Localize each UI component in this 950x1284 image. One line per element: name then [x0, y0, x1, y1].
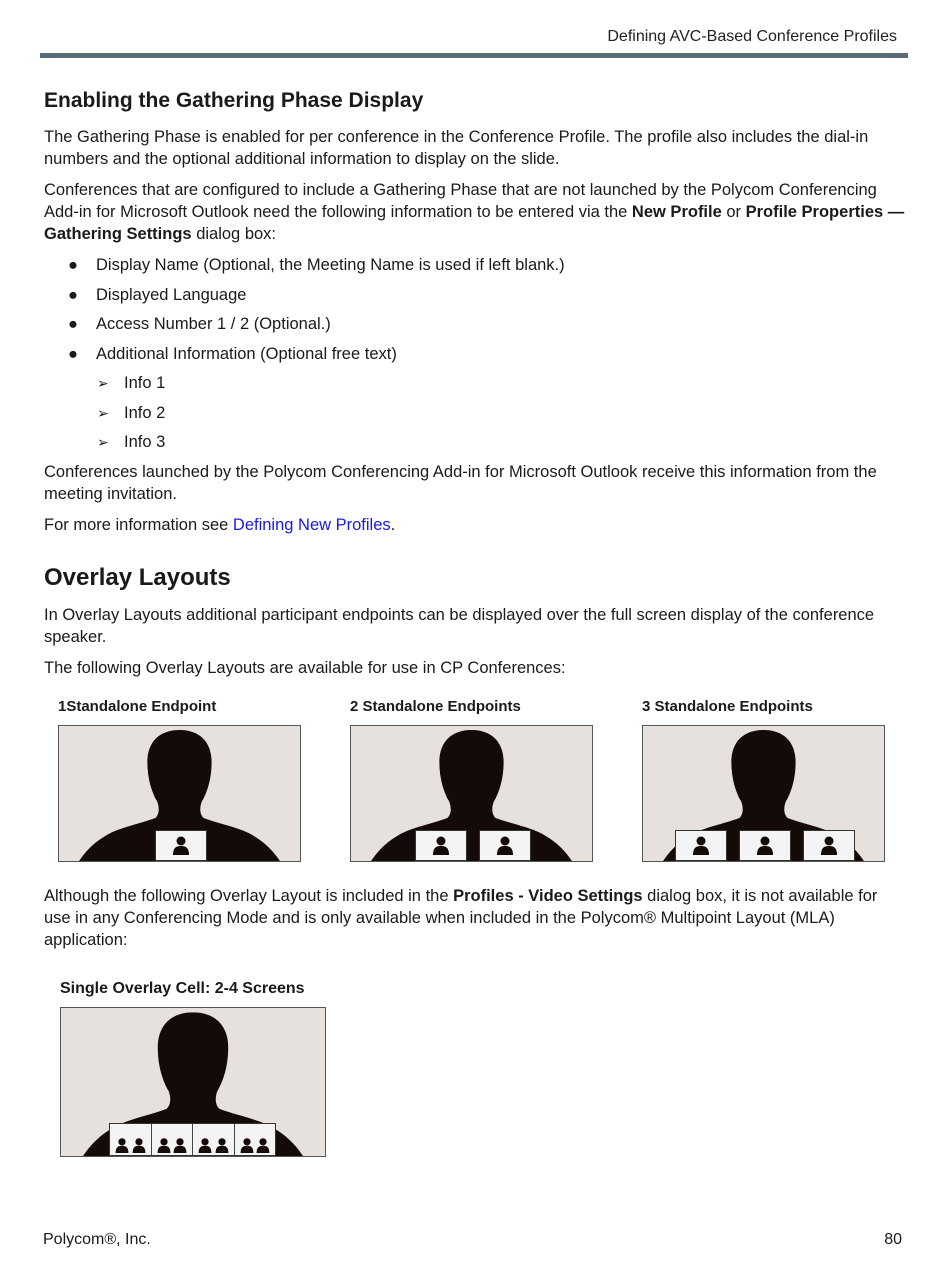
running-header: Defining AVC-Based Conference Profiles — [607, 28, 897, 45]
bullet-text: Display Name (Optional, the Meeting Name is used if left blank.) — [96, 256, 565, 274]
footer-page-number: 80 — [884, 1231, 902, 1248]
sub-bullet-text: Info 1 — [124, 374, 166, 392]
layout-caption: 3 Standalone Endpoints — [642, 697, 813, 715]
bullet-item — [44, 284, 906, 306]
text-run: . — [390, 515, 396, 534]
text-run: For more information see — [44, 515, 233, 534]
layout-preview — [642, 725, 885, 862]
bold-new-profile: New Profile — [631, 203, 722, 221]
defining-new-profiles-link[interactable]: Defining New Profiles — [232, 515, 391, 534]
layout-option — [58, 697, 301, 862]
participant-icon — [691, 835, 711, 855]
single-overlay-preview — [60, 1007, 326, 1157]
participant-icon — [755, 835, 775, 855]
speaker-silhouette-icon — [351, 726, 592, 861]
overlay-para-3 — [44, 885, 906, 951]
participant-icon — [172, 1137, 188, 1153]
overlay-cell — [675, 830, 727, 861]
sub-bullet-text: Info 3 — [124, 433, 166, 451]
section-heading-gathering: Enabling the Gathering Phase Display — [44, 89, 424, 112]
participant-icon — [819, 835, 839, 855]
section-heading-overlay: Overlay Layouts — [44, 563, 231, 591]
participant-icon — [156, 1137, 172, 1153]
arrow-bullet-icon: ➢ — [97, 375, 109, 391]
single-overlay-caption: Single Overlay Cell: 2-4 Screens — [60, 979, 305, 997]
gathering-para-2 — [44, 179, 906, 245]
layout-option — [642, 697, 885, 862]
overlay-strip-cell — [110, 1124, 152, 1155]
overlay-strip-cell — [152, 1124, 194, 1155]
single-overlay-figure — [44, 979, 906, 1169]
participant-icon — [171, 835, 191, 855]
participant-icon — [214, 1137, 230, 1153]
gathering-para-1: The Gathering Phase is enabled for per conference in the Conference Profile. The profile also includes the dial-in numbers and the optional additional information to display on the slide. — [44, 128, 869, 168]
overlay-cell — [803, 830, 855, 861]
bullet-dot-icon: ● — [68, 256, 78, 274]
bullet-list — [44, 254, 906, 365]
bullet-text: Access Number 1 / 2 (Optional.) — [96, 315, 331, 333]
layout-preview — [350, 725, 593, 862]
bullet-dot-icon: ● — [68, 344, 78, 363]
text-run: Although the following Overlay Layout is included in the — [44, 886, 454, 905]
participant-icon — [114, 1137, 130, 1153]
sub-bullet-item — [44, 431, 906, 453]
bullet-dot-icon: ● — [68, 285, 78, 304]
bold-profiles-video-settings: Profiles - Video Settings — [453, 886, 643, 905]
gathering-para-4 — [44, 514, 906, 536]
text-run: dialog box, it is not available for use in any Conferencing Mode and is only available when included in the Polycom® Multipoint Layout (MLA) application: — [44, 886, 878, 949]
participant-icon — [431, 835, 451, 855]
overlay-para-1: In Overlay Layouts additional participant endpoints can be displayed over the full screen display of the conference speaker. — [44, 605, 875, 646]
participant-icon — [239, 1137, 255, 1153]
bold-profile-properties: Profile Properties — Gathering Settings — [44, 203, 905, 243]
header-rule — [40, 53, 908, 58]
text-run: or — [721, 203, 746, 221]
sub-bullet-item — [44, 402, 906, 424]
overlay-strip — [109, 1123, 276, 1156]
overlay-strip-cell — [193, 1124, 235, 1155]
sub-bullet-list — [44, 372, 906, 453]
overlay-cell — [739, 830, 791, 861]
participant-icon — [255, 1137, 271, 1153]
overlay-cell — [155, 830, 207, 861]
gathering-para-3: Conferences launched by the Polycom Conferencing Add-in for Microsoft Outlook receive this information from the meeting invitation. — [44, 462, 877, 503]
bullet-item — [44, 343, 906, 365]
bullet-text: Additional Information (Optional free text) — [96, 344, 397, 363]
layout-caption: 1Standalone Endpoint — [58, 697, 217, 715]
layout-caption: 2 Standalone Endpoints — [350, 697, 521, 715]
bullet-text: Displayed Language — [96, 285, 247, 304]
bullet-item — [44, 254, 906, 276]
overlay-para-2: The following Overlay Layouts are available for use in CP Conferences: — [44, 658, 566, 677]
participant-icon — [131, 1137, 147, 1153]
participant-icon — [495, 835, 515, 855]
overlay-strip-cell — [235, 1124, 276, 1155]
participant-icon — [197, 1137, 213, 1153]
arrow-bullet-icon: ➢ — [97, 434, 109, 450]
text-run: Conferences that are configured to include a Gathering Phase that are not launched by the Polycom Conferencing Add-in for Microsoft Outlook need the following information to be entered via the — [44, 181, 877, 221]
layout-preview — [58, 725, 301, 862]
overlay-layouts-row — [44, 697, 906, 877]
arrow-bullet-icon: ➢ — [97, 404, 109, 421]
overlay-cell — [479, 830, 531, 861]
sub-bullet-text: Info 2 — [124, 403, 166, 422]
footer-company: Polycom®, Inc. — [43, 1231, 151, 1248]
bullet-dot-icon: ● — [68, 315, 78, 333]
sub-bullet-item — [44, 372, 906, 394]
layout-option — [350, 697, 593, 862]
text-run: dialog box: — [191, 225, 277, 243]
bullet-item — [44, 313, 906, 335]
page-content — [44, 86, 906, 1169]
overlay-cell — [415, 830, 467, 861]
